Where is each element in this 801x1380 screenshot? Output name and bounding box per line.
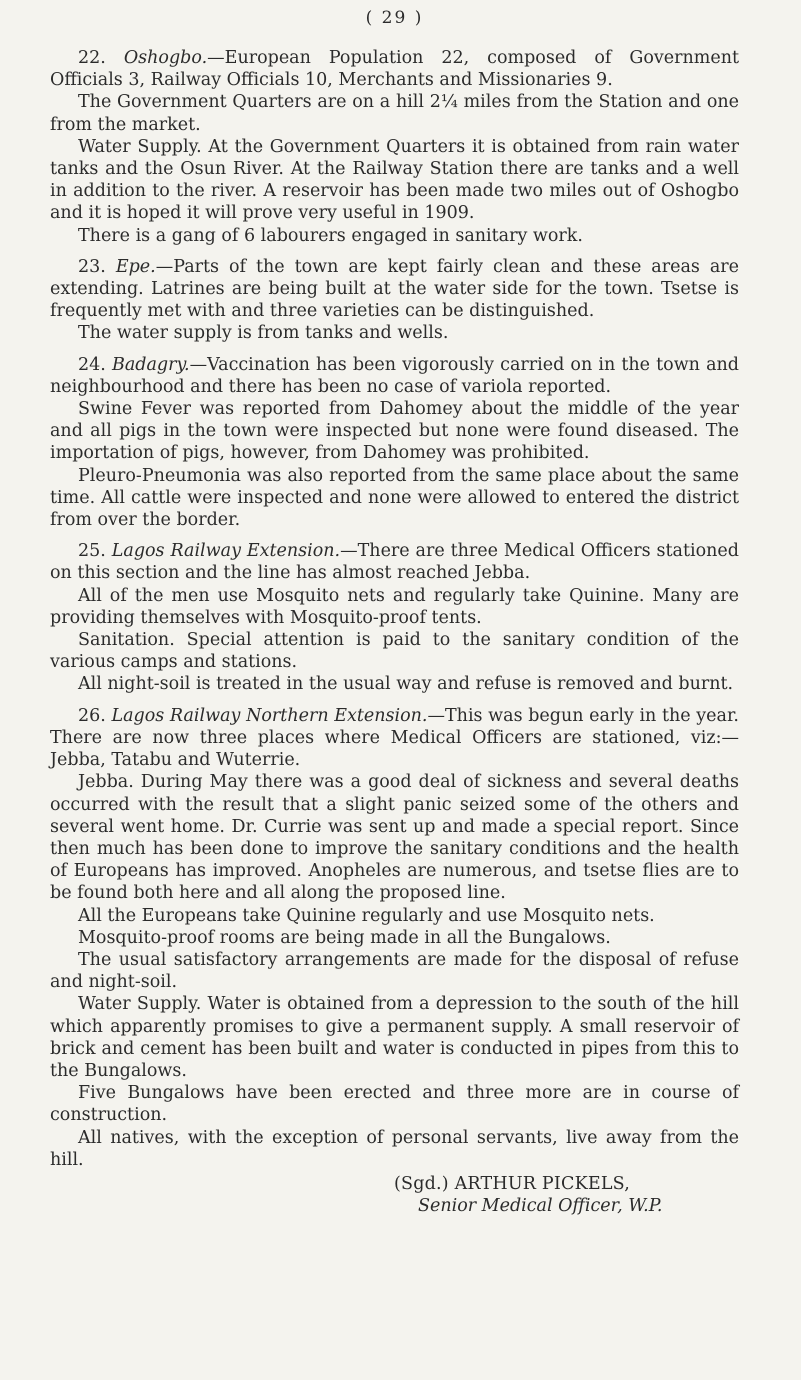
paragraph: Pleuro-Pneumonia was also reported from the same place about the same time. All cattle were inspected and none were allowed to entered the district from over the border. [50,465,739,531]
paragraph: Jebba. During May there was a good deal of sickness and several deaths occurred with the result that a slight panic seized some of the others and several went home. Dr. Currie was sent up and made a special report. Since then much has been done to improve the sanitary conditions and the health of Europeans has improved. Anopheles are numerous, and tsetse flies are to be found both here and all along the proposed line. [50,772,739,904]
paragraph-text: —There are three Medical Officers stationed on this section and the line has almost reached Jebba. [50,541,739,584]
paragraph: All night-soil is treated in the usual way and refuse is removed and burnt. [78,674,734,695]
paragraph: All the Europeans take Quinine regularly and use Mosquito nets. [78,905,655,926]
paragraph: The water supply is from tanks and wells. [78,323,449,344]
section-23-epe [50,256,739,345]
paragraph: Water Supply. Water is obtained from a depression to the south of the hill which apparently promises to give a permanent supply. A small reservoir of brick and cement has been built and water is conducted in pipes from this to the Bungalows. [50,994,739,1081]
paragraph [50,47,739,91]
section-26-lagos-railway-northern-extension [50,705,739,1171]
paragraph: Five Bungalows have been erected and three more are in course of construction. [50,1083,739,1126]
paragraph [50,256,739,323]
paragraph: The Government Quarters are on a hill 2¼ miles from the Station and one from the market. [50,92,739,135]
section-number: 22. [78,48,106,68]
section-title: Badagry. [111,354,190,375]
paragraph: Mosquito-proof rooms are being made in all the Bungalows. [78,927,611,948]
paragraph: Swine Fever was reported from Dahomey about the middle of the year and all pigs in the town were inspected but none were found diseased. The importation of pigs, however, from Dahomey was prohibited. [50,399,739,464]
paragraph: All of the men use Mosquito nets and regularly take Quinine. Many are providing themselves with Mosquito-proof tents. [50,585,739,628]
section-number: 24. [78,354,106,375]
page-number: ( 29 ) [365,8,424,28]
signature-title: Senior Medical Officer, W.P. [418,1196,663,1217]
paragraph-text: —Parts of the town are kept fairly clean and these areas are extending. Latrines are being built at the water side for the town. Tsetse is frequently met with and three varieties can be distinguished. [50,256,739,322]
paragraph-text: —European Population 22, composed of Government Officials 3, Railway Officials 10, Merchants and Missionaries 9. [50,48,739,91]
section-title: Epe. [115,256,156,277]
section-title: Oshogbo. [123,48,208,68]
section-24-badagry [50,354,739,532]
section-number: 26. [78,705,106,726]
section-number: 23. [78,256,106,277]
paragraph: All natives, with the exception of personal servants, live away from the hill. [50,1127,739,1170]
signature-block [394,1173,739,1217]
paragraph: Water Supply. At the Government Quarters it is obtained from rain water tanks and the Osun River. At the Railway Station there are tanks and a well in addition to the river. A reservoir has been made two miles out of Oshogbo and it is hoped it will prove very useful in 1909. [50,136,739,224]
paragraph: Sanitation. Special attention is paid to the sanitary condition of the various camps and stations. [50,630,739,673]
section-title: Lagos Railway Extension. [111,541,341,562]
signature-line: (Sgd.) ARTHUR PICKELS, [394,1173,630,1194]
paragraph [50,540,739,584]
paragraph [50,354,739,398]
paragraph: There is a gang of 6 labourers engaged in sanitary work. [78,225,583,246]
section-number: 25. [78,541,106,562]
section-25-lagos-railway-extension [50,540,739,695]
paragraph-text: —Vaccination has been vigorously carried on in the town and neighbourhood and there has been no case of variola reported. [50,354,739,397]
paragraph-text: —This was begun early in the year. There are now three places where Medical Officers are stationed, viz:—Jebba, Tatabu and Wuterrie. [50,705,739,771]
paragraph [50,705,739,772]
paragraph: The usual satisfactory arrangements are made for the disposal of refuse and night-soil. [50,949,739,993]
section-22-oshogbo [50,47,739,247]
section-title: Lagos Railway Northern Extension. [111,705,428,726]
